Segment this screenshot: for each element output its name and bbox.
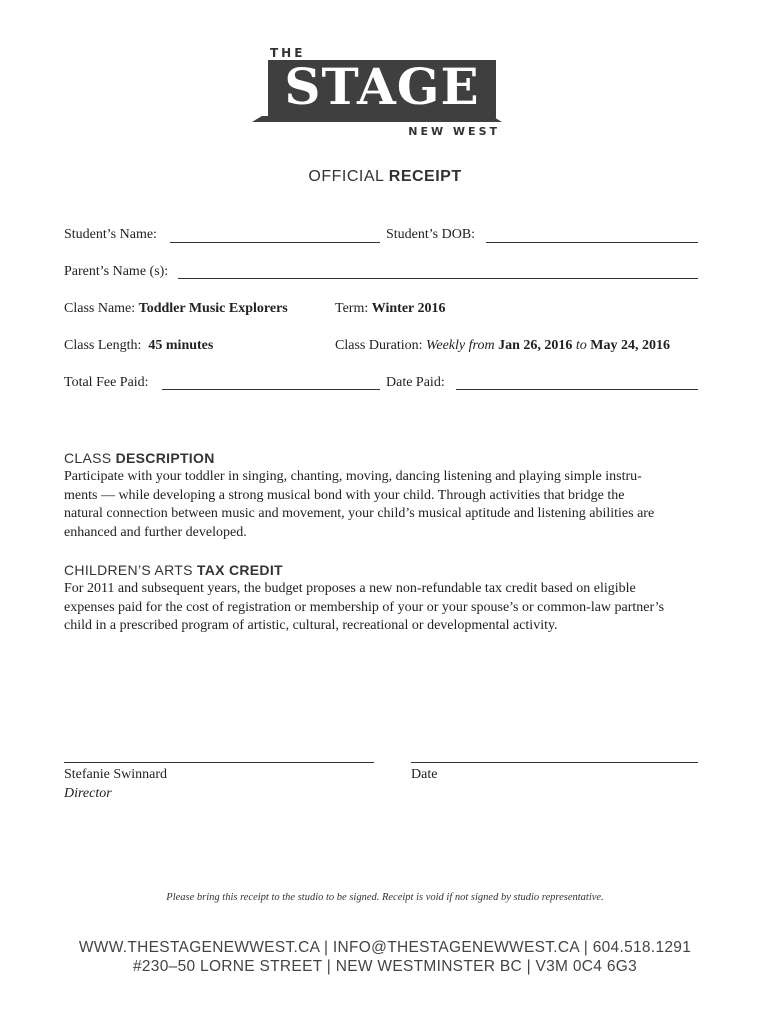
class-length-row (64, 338, 213, 354)
class-duration-label: Class Duration: (335, 338, 423, 353)
tax-credit-head-light: CHILDREN’S ARTS (64, 562, 193, 578)
title-light: OFFICIAL (308, 168, 384, 185)
class-description-line: enhanced and further developed. (64, 524, 247, 540)
class-length-label: Class Length: (64, 338, 142, 353)
tax-credit-line: For 2011 and subsequent years, the budget proposes a new non-refundable tax credit based on eligible (64, 581, 636, 596)
signing-note: Please bring this receipt to the studio to be signed. Receipt is void if not signed by studio representative. (166, 892, 604, 903)
class-description-line: natural connection between music and movement, your child’s musical aptitude and listening abilities are (64, 506, 655, 521)
tax-credit-line: child in a prescribed program of artistic, cultural, recreational or developmental activity. (64, 618, 558, 633)
tax-credit-head-bold: TAX CREDIT (196, 562, 283, 578)
date-paid-field[interactable] (456, 389, 698, 390)
class-duration-row (335, 338, 670, 354)
tax-credit-heading (64, 562, 283, 578)
duration-to: to (575, 338, 587, 353)
duration-start: Jan 26, 2016 (498, 338, 573, 353)
signature-date-label: Date (411, 767, 438, 782)
term-value: Winter 2016 (371, 301, 446, 316)
class-description-line: Participate with your toddler in singing, chanting, moving, dancing listening and playing simple instru- (64, 469, 642, 484)
director-signature-line[interactable] (64, 762, 374, 763)
class-name-row (64, 301, 288, 317)
footer-contact: WWW.THESTAGENEWWEST.CA | INFO@THESTAGENEWWEST.CA | 604.518.1291 (78, 939, 692, 956)
director-role: Director (64, 786, 112, 801)
footer-address: #230–50 LORNE STREET | NEW WESTMINSTER BC | V3M 0C4 6G3 (132, 958, 638, 975)
tax-credit-text (64, 580, 714, 636)
class-description-heading (64, 450, 215, 466)
student-name-field[interactable] (170, 242, 380, 243)
class-description-text (64, 468, 714, 542)
term-row (335, 301, 446, 317)
logo-subtitle: NEW WEST (408, 125, 500, 138)
parent-name-field[interactable] (178, 278, 698, 279)
title-bold: RECEIPT (388, 168, 462, 185)
parent-name-label: Parent’s Name (s): (64, 264, 169, 279)
duration-end: May 24, 2016 (590, 338, 670, 353)
student-dob-field[interactable] (486, 242, 698, 243)
tax-credit-line: expenses paid for the cost of registration or membership of your or your spouse’s or common-law partner’s (64, 599, 665, 615)
page-title (0, 168, 770, 186)
total-fee-field[interactable] (162, 389, 380, 390)
date-paid-label: Date Paid: (386, 375, 445, 390)
class-length-value: 45 minutes (148, 338, 214, 353)
logo-the: THE (270, 46, 306, 60)
signature-date-line[interactable] (411, 762, 698, 763)
class-description-head-bold: DESCRIPTION (115, 450, 215, 466)
class-description-line: ments — while developing a strong musical bond with your child. Through activities that bridge the (64, 487, 625, 503)
director-name: Stefanie Swinnard (64, 767, 168, 782)
class-name-value: Toddler Music Explorers (138, 301, 288, 316)
logo-word: STAGE (284, 57, 480, 116)
student-name-label: Student’s Name: (64, 227, 157, 242)
student-dob-label: Student’s DOB: (386, 227, 476, 242)
class-name-label: Class Name: (64, 301, 136, 316)
class-description-head-light: CLASS (64, 450, 112, 466)
duration-weekly-from: Weekly from (426, 338, 495, 353)
term-label: Term: (335, 301, 369, 316)
logo (252, 46, 502, 142)
total-fee-label: Total Fee Paid: (64, 375, 149, 390)
logo-banner-base (252, 116, 502, 122)
